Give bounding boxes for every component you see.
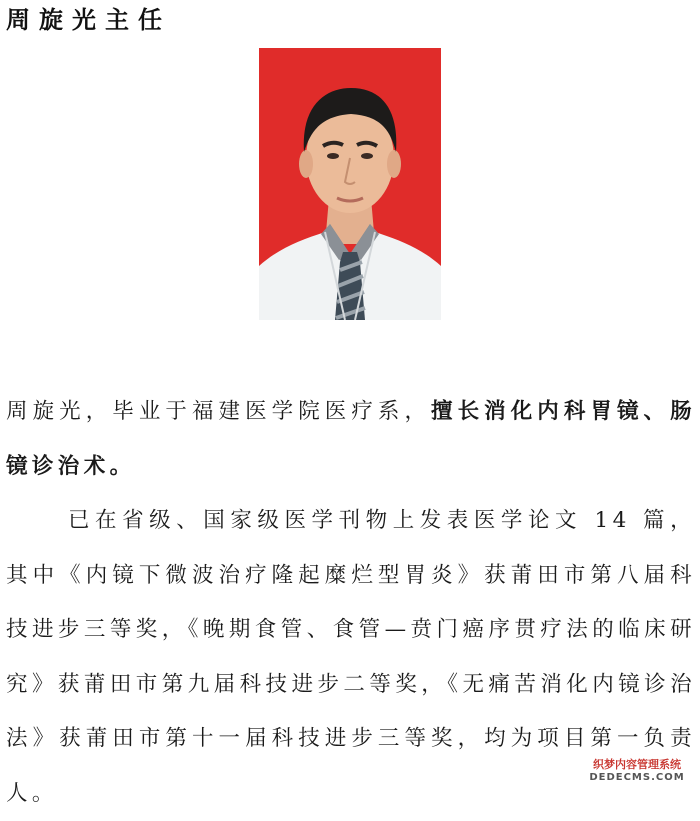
doctor-title: 周旋光主任 — [6, 6, 171, 34]
watermark-en: DEDECMS.COM — [589, 771, 685, 783]
doctor-photo — [259, 48, 441, 320]
bio-specialty: 擅长消化内科胃镜、肠镜诊治术。 — [6, 399, 696, 479]
bio-achievements: 已在省级、国家级医学刊物上发表医学论文 14 篇，其中《内镜下微波治疗隆起糜烂型胃炎》获莆田市第八届科技进步三等奖，《晚期食管、食管—贲门癌序贯疗法的临床研究》获莆田市第九届科技进步二等奖，《无痛苦消化内镜诊治法》获莆田市第十一届科技进步三等奖，均为项目第一负责人。 — [6, 508, 696, 806]
watermark-cn: 织梦内容管理系统 — [593, 757, 681, 771]
doctor-bio — [6, 385, 696, 821]
doctor-portrait-icon — [259, 48, 441, 320]
watermark-logo — [578, 759, 696, 783]
bio-intro — [6, 385, 696, 494]
bio-intro-text: 周旋光，毕业于福建医学院医疗系， — [6, 399, 432, 424]
